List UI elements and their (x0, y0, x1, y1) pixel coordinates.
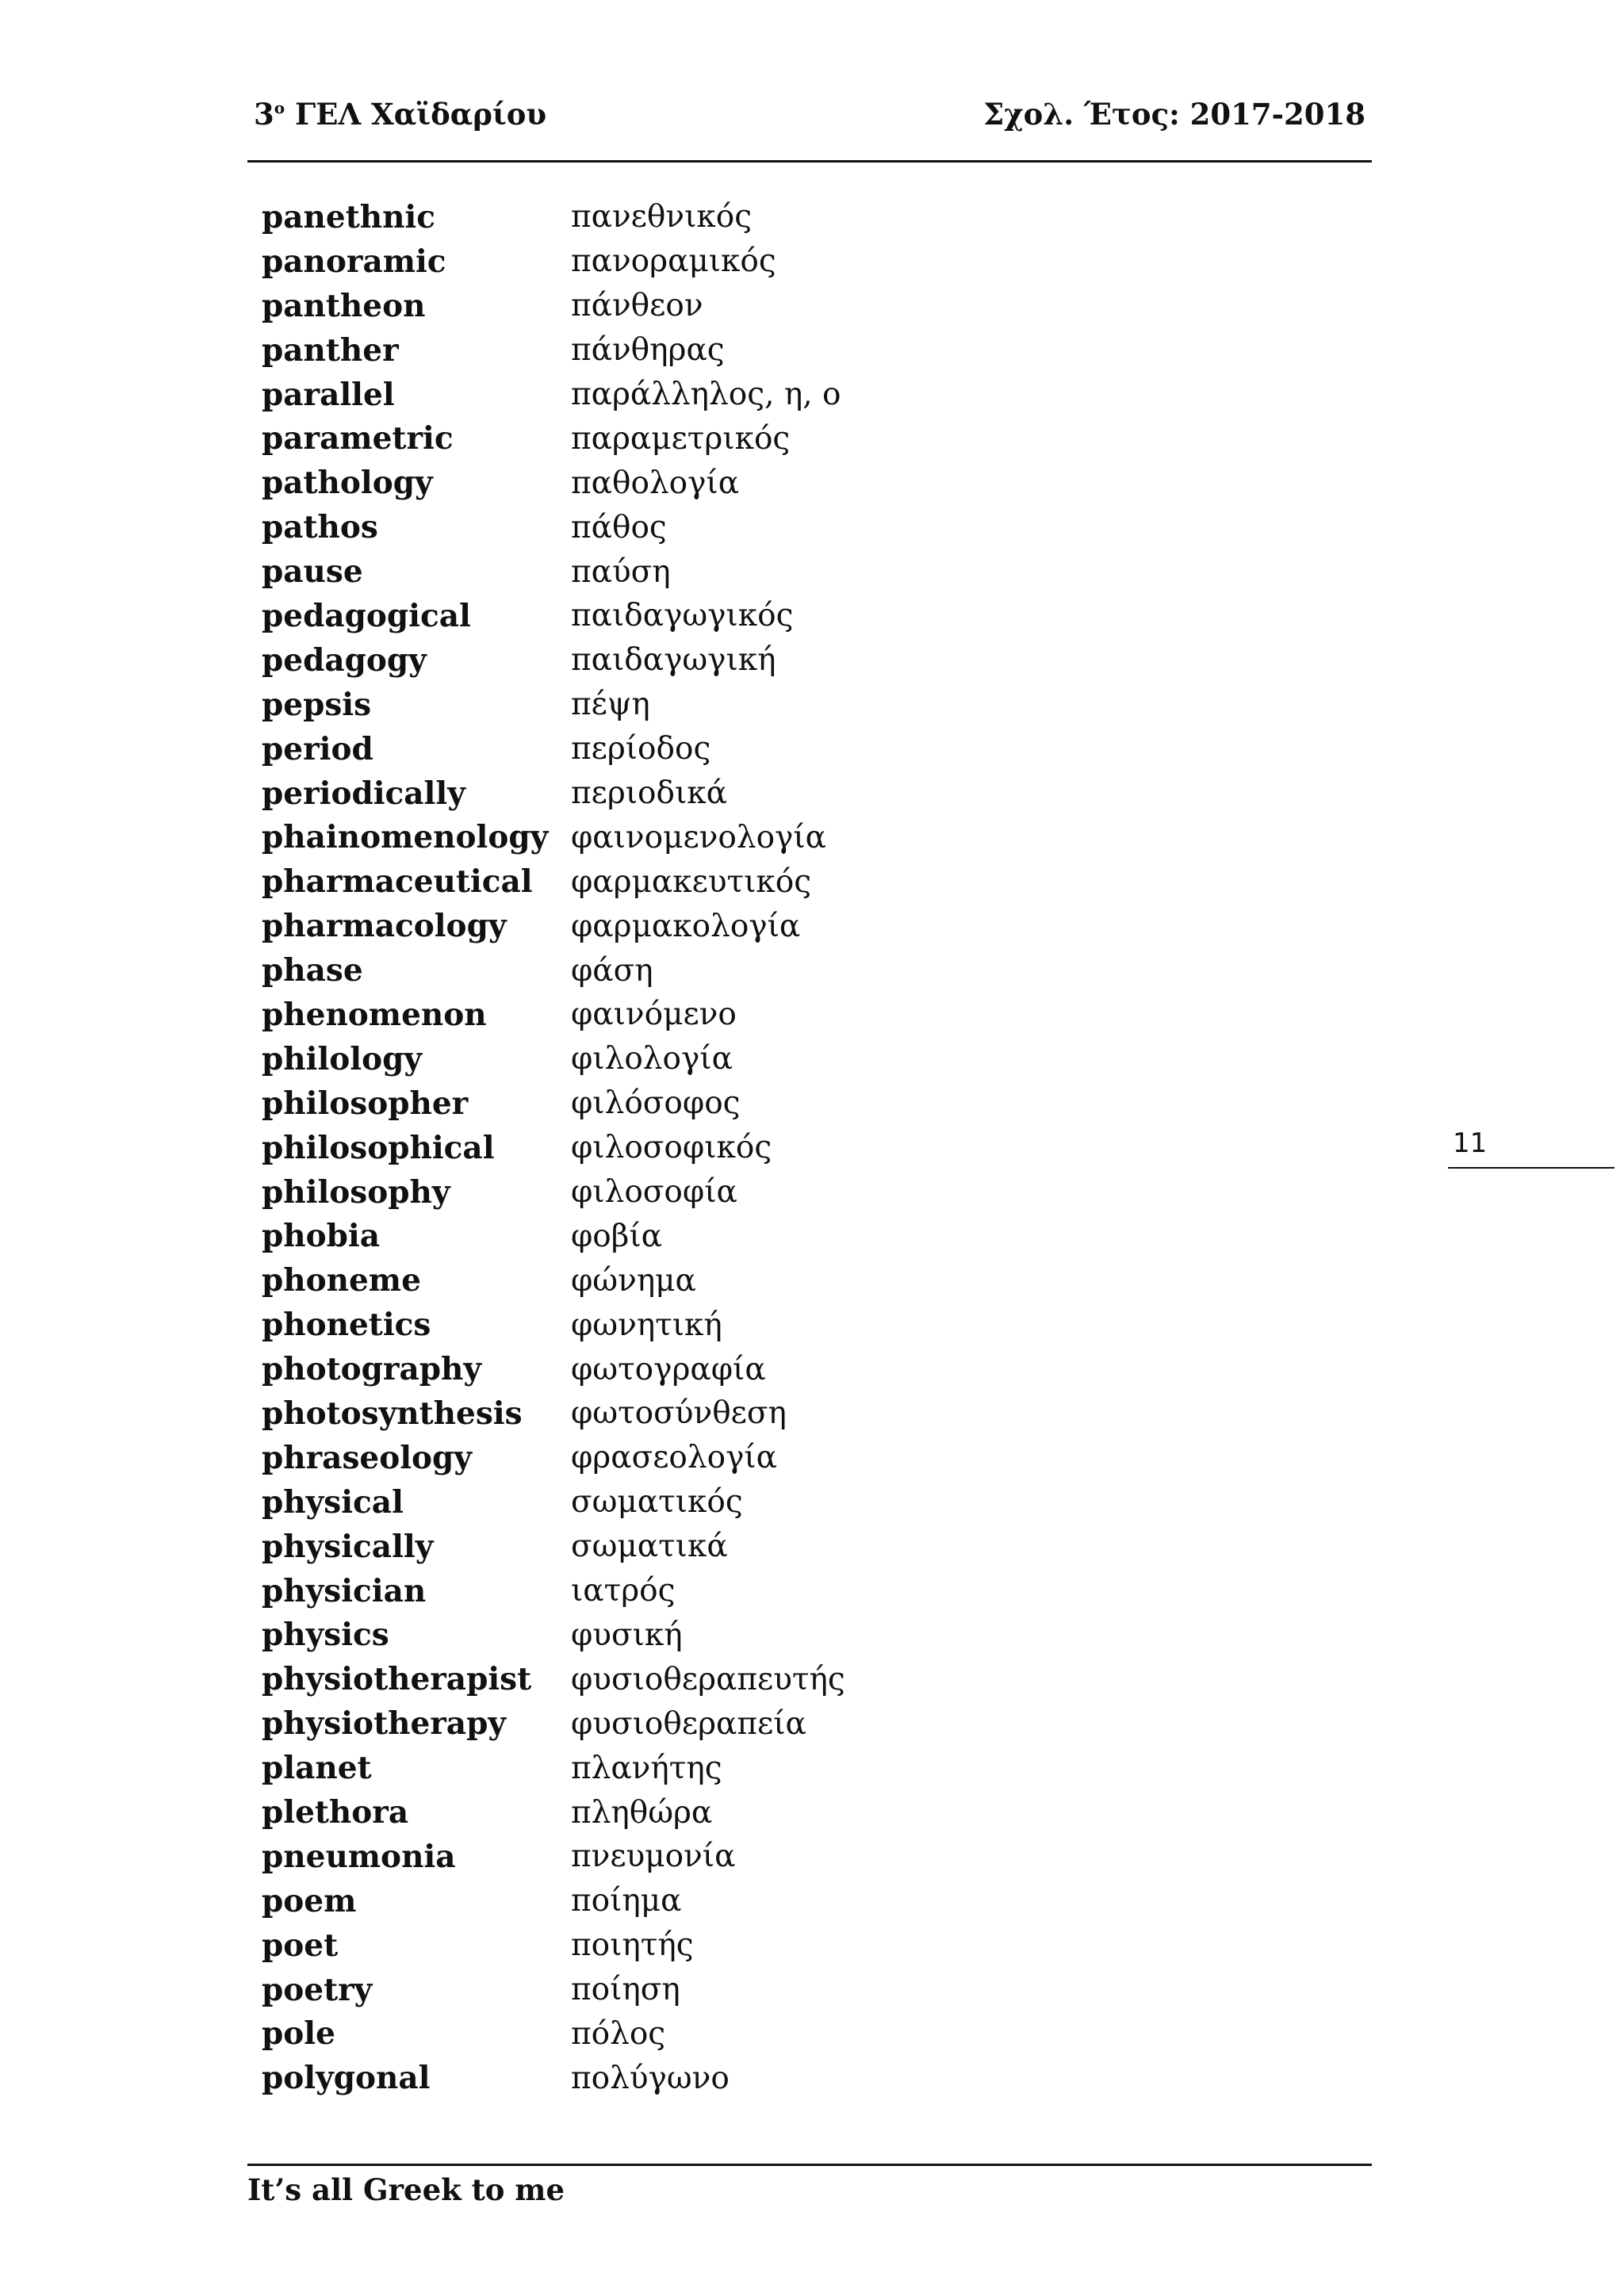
english-term: phobia (262, 1218, 380, 1255)
glossary-row (262, 1569, 1134, 1613)
glossary-row (262, 1923, 1134, 1968)
english-term: period (262, 730, 373, 767)
glossary-row (262, 2012, 1134, 2057)
english-term: physics (262, 1617, 389, 1654)
school-number: 3 (254, 97, 274, 132)
greek-translation: ιατρός (571, 1573, 676, 1609)
english-term: poem (262, 1882, 357, 1919)
page-number: 11 (1453, 1127, 1488, 1159)
school-name (254, 97, 546, 132)
english-term: pathos (262, 509, 378, 546)
glossary-row (262, 1081, 1134, 1126)
english-term: pedagogy (262, 641, 427, 679)
greek-translation: φιλοσοφία (571, 1174, 737, 1211)
glossary-row (262, 1701, 1134, 1746)
glossary-row (262, 1968, 1134, 2012)
glossary-row (262, 815, 1134, 859)
school-name-text: ΓΕΛ Χαϊδαρίου (294, 97, 547, 132)
english-term: physically (262, 1528, 434, 1565)
glossary-row (262, 771, 1134, 816)
greek-translation: φαινόμενο (571, 997, 737, 1033)
english-term: parametric (262, 420, 454, 457)
english-term: pneumonia (262, 1838, 456, 1875)
glossary-row (262, 1391, 1134, 1436)
glossary-row (262, 416, 1134, 461)
greek-translation: παράλληλος, η, ο (571, 377, 841, 412)
glossary-row (262, 328, 1134, 373)
greek-translation: παθολογία (571, 465, 740, 501)
greek-translation: παιδαγωγικός (571, 598, 794, 634)
english-term: philosophy (262, 1173, 450, 1211)
glossary-row (262, 1214, 1134, 1258)
english-term: pause (262, 553, 363, 591)
greek-translation: πανεθνικός (571, 199, 753, 235)
greek-translation: φιλόσοφος (571, 1085, 741, 1122)
greek-translation: φώνημα (571, 1262, 696, 1299)
english-term: photography (262, 1351, 482, 1388)
greek-translation: φοβία (571, 1218, 662, 1254)
greek-translation: παιδαγωγική (571, 642, 776, 679)
footer-divider (247, 2164, 1372, 2166)
glossary-row (262, 461, 1134, 505)
greek-translation: παύση (571, 553, 671, 590)
glossary-row (262, 1879, 1134, 1923)
english-term: philology (262, 1040, 423, 1077)
english-term: pharmacology (262, 908, 507, 945)
english-term: pharmaceutical (262, 863, 533, 901)
glossary-row (262, 1258, 1134, 1303)
english-term: planet (262, 1750, 372, 1787)
glossary-row (262, 859, 1134, 904)
glossary-row (262, 1613, 1134, 1658)
english-term: physician (262, 1572, 427, 1609)
greek-translation: σωματικά (571, 1529, 728, 1565)
greek-translation: περίοδος (571, 731, 711, 767)
english-term: physiotherapy (262, 1705, 507, 1743)
english-term: poetry (262, 1971, 373, 2008)
glossary-row (262, 1835, 1134, 1879)
greek-translation: φωνητική (571, 1307, 722, 1343)
greek-translation: φιλολογία (571, 1041, 733, 1077)
glossary-list (262, 195, 1134, 2100)
greek-translation: πάνθεον (571, 288, 703, 324)
glossary-row (262, 1303, 1134, 1347)
glossary-row (262, 373, 1134, 417)
glossary-row (262, 239, 1134, 284)
greek-translation: παραμετρικός (571, 420, 791, 457)
greek-translation: πάθος (571, 509, 667, 545)
glossary-row (262, 948, 1134, 993)
glossary-row (262, 594, 1134, 638)
glossary-row (262, 1525, 1134, 1569)
greek-translation: φυσιοθεραπεία (571, 1705, 806, 1742)
greek-translation: φιλοσοφικός (571, 1130, 772, 1166)
english-term: photosynthesis (262, 1395, 523, 1432)
greek-translation: περιοδικά (571, 775, 728, 812)
english-term: phraseology (262, 1439, 472, 1476)
glossary-row (262, 1657, 1134, 1701)
glossary-row (262, 549, 1134, 594)
english-term: phase (262, 952, 363, 989)
english-term: panoramic (262, 243, 446, 280)
english-term: physiotherapist (262, 1661, 532, 1698)
greek-translation: φάση (571, 952, 653, 989)
english-term: phenomenon (262, 996, 487, 1033)
greek-translation: πόλος (571, 2015, 666, 2052)
greek-translation: πνευμονία (571, 1839, 736, 1875)
footer-text: It’s all Greek to me (247, 2172, 565, 2207)
english-term: phoneme (262, 1262, 421, 1299)
greek-translation: ποιητής (571, 1927, 694, 1964)
english-term: philosophical (262, 1129, 495, 1166)
english-term: pantheon (262, 287, 426, 324)
greek-translation: φρασεολογία (571, 1440, 778, 1476)
english-term: phonetics (262, 1307, 431, 1344)
greek-translation: πέψη (571, 687, 650, 723)
english-term: panther (262, 331, 399, 369)
greek-translation: ποίηση (571, 1972, 680, 2008)
glossary-row (262, 727, 1134, 771)
greek-translation: φαρμακολογία (571, 908, 801, 944)
greek-translation: πλανήτης (571, 1750, 722, 1786)
english-term: pole (262, 2015, 335, 2053)
greek-translation: πανοραμικός (571, 243, 776, 280)
greek-translation: φυσιοθεραπευτής (571, 1661, 845, 1697)
english-term: pedagogical (262, 597, 471, 634)
greek-translation: ποίημα (571, 1883, 682, 1919)
glossary-row (262, 638, 1134, 683)
greek-translation: πάνθηρας (571, 332, 725, 369)
glossary-row (262, 1790, 1134, 1835)
header-divider (247, 160, 1372, 163)
greek-translation: φαινομενολογία (571, 819, 826, 855)
english-term: polygonal (262, 2060, 431, 2097)
glossary-row (262, 505, 1134, 549)
english-term: phainomenology (262, 819, 549, 856)
greek-translation: φωτοσύνθεση (571, 1395, 787, 1432)
english-term: periodically (262, 775, 465, 812)
greek-translation: πολύγωνο (571, 2060, 730, 2096)
greek-translation: φαρμακευτικός (571, 863, 812, 900)
greek-translation: φυσική (571, 1617, 683, 1653)
glossary-row (262, 1126, 1134, 1170)
english-term: panethnic (262, 198, 435, 235)
glossary-row (262, 195, 1134, 239)
page-header (247, 94, 1372, 138)
english-term: poet (262, 1927, 339, 1964)
english-term: pathology (262, 465, 433, 502)
greek-translation: φωτογραφία (571, 1351, 766, 1387)
english-term: plethora (262, 1794, 409, 1831)
glossary-row (262, 1436, 1134, 1480)
greek-translation: πληθώρα (571, 1794, 713, 1831)
english-term: parallel (262, 376, 395, 413)
glossary-row (262, 683, 1134, 727)
glossary-row (262, 2056, 1134, 2100)
glossary-row (262, 904, 1134, 948)
glossary-row (262, 284, 1134, 328)
glossary-row (262, 1480, 1134, 1525)
english-term: philosopher (262, 1085, 469, 1122)
glossary-row (262, 1746, 1134, 1790)
glossary-row (262, 993, 1134, 1037)
english-term: pepsis (262, 686, 372, 723)
english-term: physical (262, 1483, 404, 1521)
glossary-row (262, 1170, 1134, 1215)
greek-translation: σωματικός (571, 1484, 743, 1521)
school-year: Σχολ. Έτος: 2017-2018 (983, 97, 1365, 132)
page-number-underline (1448, 1167, 1614, 1169)
glossary-row (262, 1347, 1134, 1391)
ordinal-superscript: ο (274, 98, 285, 117)
glossary-row (262, 1037, 1134, 1081)
